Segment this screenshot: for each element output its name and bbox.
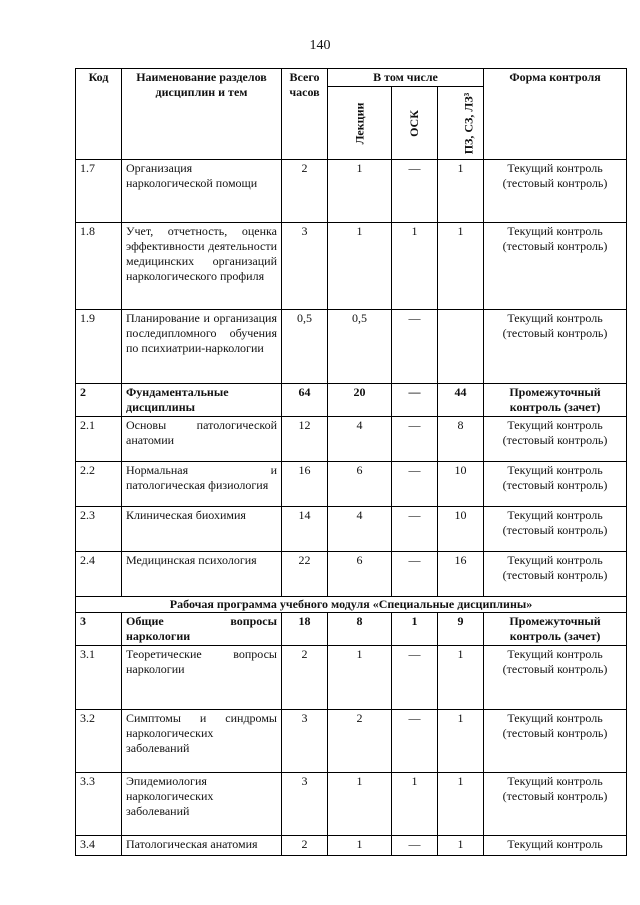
cell-pz: 9 [438, 613, 484, 646]
table-row [76, 507, 627, 552]
section-title: Рабочая программа учебного модуля «Специальные дисциплины» [76, 597, 627, 613]
cell-lectures: 20 [328, 384, 392, 417]
cell-lectures: 4 [328, 417, 392, 462]
cell-lectures: 2 [328, 710, 392, 773]
cell-control: Промежуточный контроль (зачет) [484, 613, 627, 646]
cell-control: Текущий контроль (тестовый контроль) [484, 710, 627, 773]
header-lectures: Лекции [328, 87, 392, 160]
cell-code: 2 [76, 384, 122, 417]
cell-osk: — [392, 646, 438, 710]
cell-code: 2.4 [76, 552, 122, 597]
cell-total: 2 [282, 160, 328, 223]
cell-control: Текущий контроль (тестовый контроль) [484, 310, 627, 384]
cell-pz [438, 310, 484, 384]
table-row [76, 462, 627, 507]
cell-name: Планирование и организация последипломного обучения по психиатрии-наркологии [122, 310, 282, 384]
cell-control: Текущий контроль (тестовый контроль) [484, 160, 627, 223]
cell-pz: 1 [438, 773, 484, 836]
cell-lectures: 4 [328, 507, 392, 552]
cell-lectures: 1 [328, 646, 392, 710]
cell-lectures: 6 [328, 552, 392, 597]
cell-control: Текущий контроль (тестовый контроль) [484, 773, 627, 836]
cell-pz: 1 [438, 160, 484, 223]
cell-pz: 1 [438, 223, 484, 310]
cell-total: 3 [282, 773, 328, 836]
table-body-general [76, 160, 627, 597]
table-row [76, 310, 627, 384]
curriculum-table [75, 68, 627, 856]
cell-total: 2 [282, 646, 328, 710]
cell-code: 1.7 [76, 160, 122, 223]
header-pz: ПЗ, СЗ, ЛЗ³ [438, 87, 484, 160]
cell-lectures: 1 [328, 836, 392, 856]
cell-code: 3.3 [76, 773, 122, 836]
cell-pz: 44 [438, 384, 484, 417]
cell-code: 3.2 [76, 710, 122, 773]
cell-name: Нормальная и патологическая физиология [122, 462, 282, 507]
cell-total: 2 [282, 836, 328, 856]
cell-control: Текущий контроль [484, 836, 627, 856]
cell-pz: 8 [438, 417, 484, 462]
cell-name: Учет, отчетность, оценка эффективности деятельности медицинских организаций наркологического профиля [122, 223, 282, 310]
cell-lectures: 8 [328, 613, 392, 646]
cell-osk: — [392, 417, 438, 462]
cell-pz: 10 [438, 462, 484, 507]
table-row [76, 384, 627, 417]
table-row [76, 160, 627, 223]
cell-osk: — [392, 507, 438, 552]
cell-code: 3 [76, 613, 122, 646]
cell-name: Организация наркологической помощи [122, 160, 282, 223]
cell-name: Симптомы и синдромы наркологических заболеваний [122, 710, 282, 773]
cell-total: 12 [282, 417, 328, 462]
cell-pz: 10 [438, 507, 484, 552]
cell-osk: — [392, 160, 438, 223]
cell-osk: — [392, 384, 438, 417]
cell-lectures: 0,5 [328, 310, 392, 384]
cell-total: 22 [282, 552, 328, 597]
cell-code: 1.8 [76, 223, 122, 310]
cell-code: 1.9 [76, 310, 122, 384]
table-row [76, 417, 627, 462]
header-total: Всего часов [282, 69, 328, 160]
cell-code: 2.1 [76, 417, 122, 462]
table-row [76, 223, 627, 310]
cell-osk: — [392, 552, 438, 597]
table-body-section [76, 597, 627, 613]
cell-osk: — [392, 462, 438, 507]
cell-total: 3 [282, 710, 328, 773]
cell-code: 3.4 [76, 836, 122, 856]
header-code: Код [76, 69, 122, 160]
header-including: В том числе [328, 69, 484, 87]
cell-total: 0,5 [282, 310, 328, 384]
cell-pz: 1 [438, 710, 484, 773]
table-row [76, 773, 627, 836]
cell-total: 18 [282, 613, 328, 646]
table-row [76, 552, 627, 597]
cell-control: Текущий контроль (тестовый контроль) [484, 552, 627, 597]
cell-name: Основы патологической анатомии [122, 417, 282, 462]
cell-total: 14 [282, 507, 328, 552]
cell-pz: 1 [438, 836, 484, 856]
table-row [76, 836, 627, 856]
cell-control: Промежуточный контроль (зачет) [484, 384, 627, 417]
cell-name: Патологическая анатомия [122, 836, 282, 856]
cell-total: 16 [282, 462, 328, 507]
cell-control: Текущий контроль (тестовый контроль) [484, 462, 627, 507]
cell-code: 2.3 [76, 507, 122, 552]
cell-osk: — [392, 310, 438, 384]
cell-total: 64 [282, 384, 328, 417]
cell-osk: 1 [392, 223, 438, 310]
cell-name: Клиническая биохимия [122, 507, 282, 552]
cell-name: Медицинская психология [122, 552, 282, 597]
cell-name: Фундаментальные дисциплины [122, 384, 282, 417]
cell-osk: 1 [392, 613, 438, 646]
cell-control: Текущий контроль (тестовый контроль) [484, 417, 627, 462]
cell-lectures: 6 [328, 462, 392, 507]
cell-lectures: 1 [328, 160, 392, 223]
table-body-special [76, 613, 627, 856]
cell-name: Общие вопросы наркологии [122, 613, 282, 646]
header-name: Наименование разделов дисциплин и тем [122, 69, 282, 160]
cell-lectures: 1 [328, 223, 392, 310]
cell-osk: 1 [392, 773, 438, 836]
cell-lectures: 1 [328, 773, 392, 836]
cell-control: Текущий контроль (тестовый контроль) [484, 507, 627, 552]
cell-total: 3 [282, 223, 328, 310]
header-control: Форма контроля [484, 69, 627, 160]
cell-code: 2.2 [76, 462, 122, 507]
cell-control: Текущий контроль (тестовый контроль) [484, 646, 627, 710]
cell-osk: — [392, 836, 438, 856]
header-osk: ОСК [392, 87, 438, 160]
page-number: 140 [309, 38, 331, 53]
cell-name: Теоретические вопросы наркологии [122, 646, 282, 710]
cell-name: Эпидемиология наркологических заболеваний [122, 773, 282, 836]
cell-pz: 16 [438, 552, 484, 597]
table-row [76, 646, 627, 710]
cell-osk: — [392, 710, 438, 773]
cell-code: 3.1 [76, 646, 122, 710]
table-row [76, 613, 627, 646]
cell-pz: 1 [438, 646, 484, 710]
table-row [76, 710, 627, 773]
cell-control: Текущий контроль (тестовый контроль) [484, 223, 627, 310]
